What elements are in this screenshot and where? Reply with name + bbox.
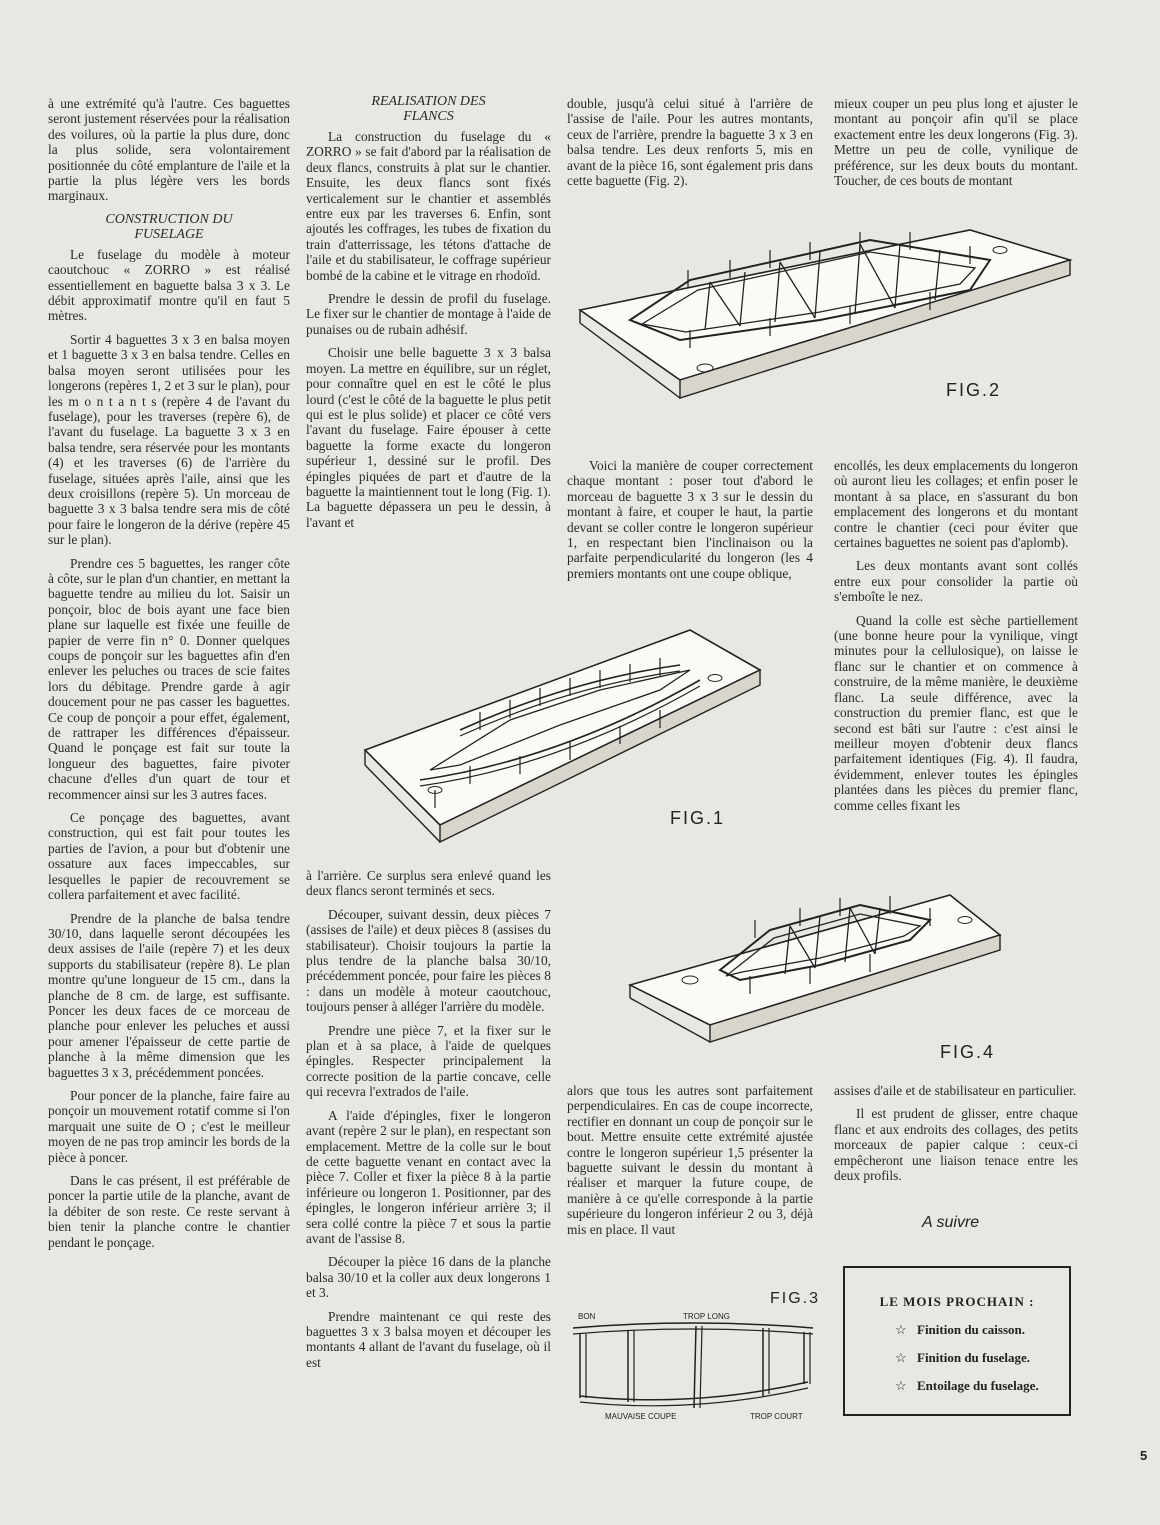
column-4-mid xyxy=(834,458,1078,813)
fig3-label-mauvaise-coupe: MAUVAISE COUPE xyxy=(605,1412,677,1421)
fig1-label: FIG.1 xyxy=(670,808,726,828)
star-icon: ☆ xyxy=(895,1378,907,1393)
paragraph: La construction du fuselage du « ZORRO » se fait d'abord par la réalisation de deux flancs, construits à plat sur le chantier. Ensuite, les deux flancs sont fixés verticalement sur le chantier et assemblés entre eux par les traverses 6. Enfin, sont ajoutés les coffrages, les tubes de fixation du train d'atterrissage, les tétons d'attache de l'aile et du stabilisateur, le coffrage supérieur bombé de la cabine et le vitrage en rhodoïd. xyxy=(306,129,551,283)
section-heading-construction: CONSTRUCTION DU FUSELAGE xyxy=(105,211,233,242)
star-icon: ☆ xyxy=(895,1322,907,1337)
column-4-top xyxy=(834,96,1078,188)
column-4-bottom xyxy=(834,1083,1078,1183)
paragraph: Pour poncer de la planche, faire faire au ponçoir un mouvement rotatif comme si l'on marquait une suite de O ; c'est le meilleur moyen de ne pas trop amincir les bords de la pièce à poncer. xyxy=(48,1087,290,1165)
paragraph: Ce ponçage des baguettes, avant construction, qui est fait pour toutes les parties de l'avion, a pour but d'obtenir une ossature aux faces impeccables, sur lesquelles le papier de recouvrement se collera parfaitement et avec facilité. xyxy=(48,810,290,903)
column-2-bottom xyxy=(306,868,551,1370)
paragraph: mieux couper un peu plus long et ajuster le montant au ponçoir afin qu'il se place exactement entre les deux longerons (Fig. 3). Mettre un peu de colle, vynilique de préférence, sur les deux bouts du montant. Toucher, de ces bouts de montant xyxy=(834,96,1078,189)
next-month-box xyxy=(843,1266,1071,1416)
paragraph: Le fuselage du modèle à moteur caoutchouc « ZORRO » est réalisé essentiellement en baguette balsa 3 x 3. Le débit approximatif montre qu'il en faut 5 mètres. xyxy=(48,246,290,324)
paragraph: Voici la manière de couper correctement chaque montant : poser tout d'abord le morceau de baguette 3 x 3 sur le dessin du montant à faire, et couper le haut, la partie devant se coller contre le longeron supérieur 1, en respectant bien l'inclinaison ou la parfaite perpendicularité du longeron (les 4 premiers montants ont une coupe oblique, xyxy=(567,458,813,581)
fig4-drawing xyxy=(620,880,1020,1050)
paragraph: Il est prudent de glisser, entre chaque flanc et aux endroits des collages, des petits morceaux de papier calque : ceux-ci empêcheront une liaison tenace entre les deux profils. xyxy=(834,1106,1078,1184)
paragraph: Découper, suivant dessin, deux pièces 7 (assises de l'aile) et deux pièces 8 (assises du stabilisateur). Choisir toujours la partie la plus tendre de la planche balsa 30/10, précédemment poncée, pour faire les pièces 8 : dans un modèle à moteur caoutchouc, toujours penser à alléger l'arrière du modèle. xyxy=(306,906,551,1015)
star-icon: ☆ xyxy=(895,1350,907,1365)
paragraph: Prendre ces 5 baguettes, les ranger côte à côte, sur le plan d'un chantier, en mettant la baguette tendre au milieu du lot. Saisir un ponçoir, bloc de bois ayant une face bien plane sur laquelle est fixée une feuille de papier de verre fin n° 0. Donner quelques coups de ponçoir sur les baguettes afin d'en enlever les peluches ou traces de scie faites lors du débitage. Prendre garde à agir doucement pour ne pas casser les baguettes. Ce coup de ponçoir a pour effet, également, de rattraper les différences d'épaisseur. Quand le ponçage est fait sur toute la longueur des baguettes, faire pivoter chacune d'elles d'un quart de tour et recommencer ainsi sur les 3 autres faces. xyxy=(48,555,290,802)
column-2-top xyxy=(306,94,551,530)
fig2-label: FIG.2 xyxy=(946,380,1002,400)
paragraph: à une extrémité qu'à l'autre. Ces baguettes seront justement réservées pour la réalisation des voilures, où la partie la plus dure, donc la plus solide, sera volontairement positionnée du côté emplanture de l'aile et la partie la plus légère vers les bords marginaux. xyxy=(48,96,290,204)
fig3-label-trop-court: TROP COURT xyxy=(750,1412,803,1421)
fig3-label: FIG.3 xyxy=(770,1290,821,1307)
paragraph: Prendre une pièce 7, et la fixer sur le plan et à sa place, à l'aide de quelques épingles. Respecter principalement la correcte position de la partie concave, celle qui recevra l'extrados de l'aile. xyxy=(306,1022,551,1100)
next-month-item-label: Finition du caisson. xyxy=(917,1322,1026,1337)
fig3-drawing xyxy=(568,1310,818,1425)
next-month-item-label: Finition du fuselage. xyxy=(917,1350,1031,1365)
fig4-label: FIG.4 xyxy=(940,1042,996,1062)
paragraph: Quand la colle est sèche partiellement (une bonne heure pour la vynilique, vingt minutes pour la cellulosique), on laisse le flanc sur le chantier et on commence à construire, de la même manière, le deuxième flanc. La seule différence, avec la construction du premier flanc, est que le second est bâti sur l'autre : c'est ainsi le meilleur moyen d'obtenir deux flancs parfaitement identiques (Fig. 4). Il faudra, évidemment, enlever toutes les épingles plantées dans les pièces du premier flanc, comme celles fixant les xyxy=(834,612,1078,813)
paragraph: alors que tous les autres sont parfaitement perpendiculaires. En cas de coupe incorrecte, rectifier en donnant un coup de ponçoir sur le bout. Mettre ensuite cette extrémité ajustée contre le longeron supérieur 1,5 présenter la baguette suivant le dessin du montant à réaliser et marquer la future coupe, de manière à ce qu'elle corresponde à la partie supérieure du longeron inférieur 2 ou 3, déjà mis en place. Il vaut xyxy=(567,1083,813,1237)
next-month-title: LE MOIS PROCHAIN : xyxy=(879,1294,1035,1309)
next-month-item xyxy=(845,1378,1069,1394)
paragraph: Prendre de la planche de balsa tendre 30/10, dans laquelle seront découpées les deux assises de l'aile (repère 7) et les deux supports du stabilisateur (repère 8). Le plan montre qu'une longueur de 15 cm., dans la planche de 8 cm. de large, est suffisante. Poncer les deux faces de ce morceau de planche pour enlever les peluches et aussi pour amener l'épaisseur de cette partie de planche à la même dimension que les baguettes 3 x 3, précédemment poncées. xyxy=(48,910,290,1080)
paragraph: Choisir une belle baguette 3 x 3 balsa moyen. La mettre en équilibre, sur un réglet, pour connaître quel en est le côté le plus lourd (c'est le côté de la baguette le plus petit qui est le plus solide) et placer ce côté vers l'avant du fuselage. Faire épouser à cette baguette la forme exacte du longeron supérieur 1, dessiné sur le profil. Des épingles piquées de part et d'autre de la baguette la maintiennent tout le long (Fig. 1). La baguette dépassera un peu le dessin, à l'avant et xyxy=(306,345,551,530)
paragraph: A l'aide d'épingles, fixer le longeron avant (repère 2 sur le plan), en respectant son emplacement. Mettre de la colle sur le bout de cette baguette venant en contact avec la pièce 7. Coller et fixer la pièce 8 à la partie inférieure ou longeron 1. Positionner, par des épingles, le longeron inférieur arrière 3; il sera collé contre la pièce 7 et sous la partie avant de l'assise 8. xyxy=(306,1107,551,1246)
paragraph: assises d'aile et de stabilisateur en particulier. xyxy=(834,1083,1077,1098)
page-number: 5 xyxy=(1140,1448,1148,1463)
next-month-item xyxy=(845,1322,1069,1338)
paragraph: Découper la pièce 16 dans de la planche balsa 30/10 et la coller aux deux longerons 1 et 3. xyxy=(306,1254,551,1301)
next-month-item xyxy=(845,1350,1069,1366)
a-suivre: A suivre xyxy=(922,1214,980,1231)
paragraph: double, jusqu'à celui situé à l'arrière de l'assise de l'aile. Pour les autres montants, ceux de l'arrière, prendre la baguette 3 x 3 en balsa tendre. Les deux renforts 5, mis en avant de la pièce 16, sont également pris dans cette baguette (Fig. 2). xyxy=(567,96,813,189)
column-3-mid xyxy=(567,458,813,581)
section-heading-flancs: REALISATION DES FLANCS xyxy=(371,94,486,124)
column-3-bottom xyxy=(567,1083,813,1237)
paragraph: Prendre maintenant ce qui reste des baguettes 3 x 3 balsa moyen et découper les montants 4 allant de l'avant du fuselage, où il est xyxy=(306,1308,551,1370)
fig2-drawing xyxy=(570,220,1075,440)
fig3-label-trop-long: TROP LONG xyxy=(683,1312,730,1321)
paragraph: Dans le cas présent, il est préférable de poncer la partie utile de la planche, avant de la débiter de son reste. Ce reste servant à bien tenir la planche contre le chantier pendant le ponçage. xyxy=(48,1173,290,1250)
paragraph: à l'arrière. Ce surplus sera enlevé quand les deux flancs seront terminés et secs. xyxy=(306,868,551,899)
column-3-top xyxy=(567,96,813,188)
paragraph: Sortir 4 baguettes 3 x 3 en balsa moyen et 1 baguette 3 x 3 en balsa tendre. Celles en balsa moyen seront utilisées pour les longerons (repères 1, 2 et 3 sur le plan), pour les m o n t a n t s (repère 4 de l'avant du fuselage), pour les traverses (repère 6), de l'avant du fuselage. La baguette 3 x 3 en balsa tendre, sera réservée pour les montants (4) et les traverses (6) de l'arrière du fuselage, situées après l'aile, ainsi que les deux croisillons (repère 5). Un morceau de baguette 3 x 3 balsa tendre sera mis de côté pour faire le longeron de la dérive (repère 45 sur le plan). xyxy=(48,331,290,548)
fig3-label-bon: BON xyxy=(578,1312,596,1321)
paragraph: Les deux montants avant sont collés entre eux pour consolider la partie où s'emboîte le nez. xyxy=(834,558,1078,605)
paragraph: encollés, les deux emplacements du longeron où auront lieu les collages; et enfin poser le montant à sa place, en s'assurant du bon emplacement des longerons et du montant contre le chantier (ceci pour éviter que certaines baguettes ne soient pas d'aplomb). xyxy=(834,458,1078,551)
column-1 xyxy=(48,96,290,1250)
paragraph: Prendre le dessin de profil du fuselage. Le fixer sur le chantier de montage à l'aide de punaises ou de rubain adhésif. xyxy=(306,291,551,337)
next-month-item-label: Entoilage du fuselage. xyxy=(917,1378,1039,1393)
